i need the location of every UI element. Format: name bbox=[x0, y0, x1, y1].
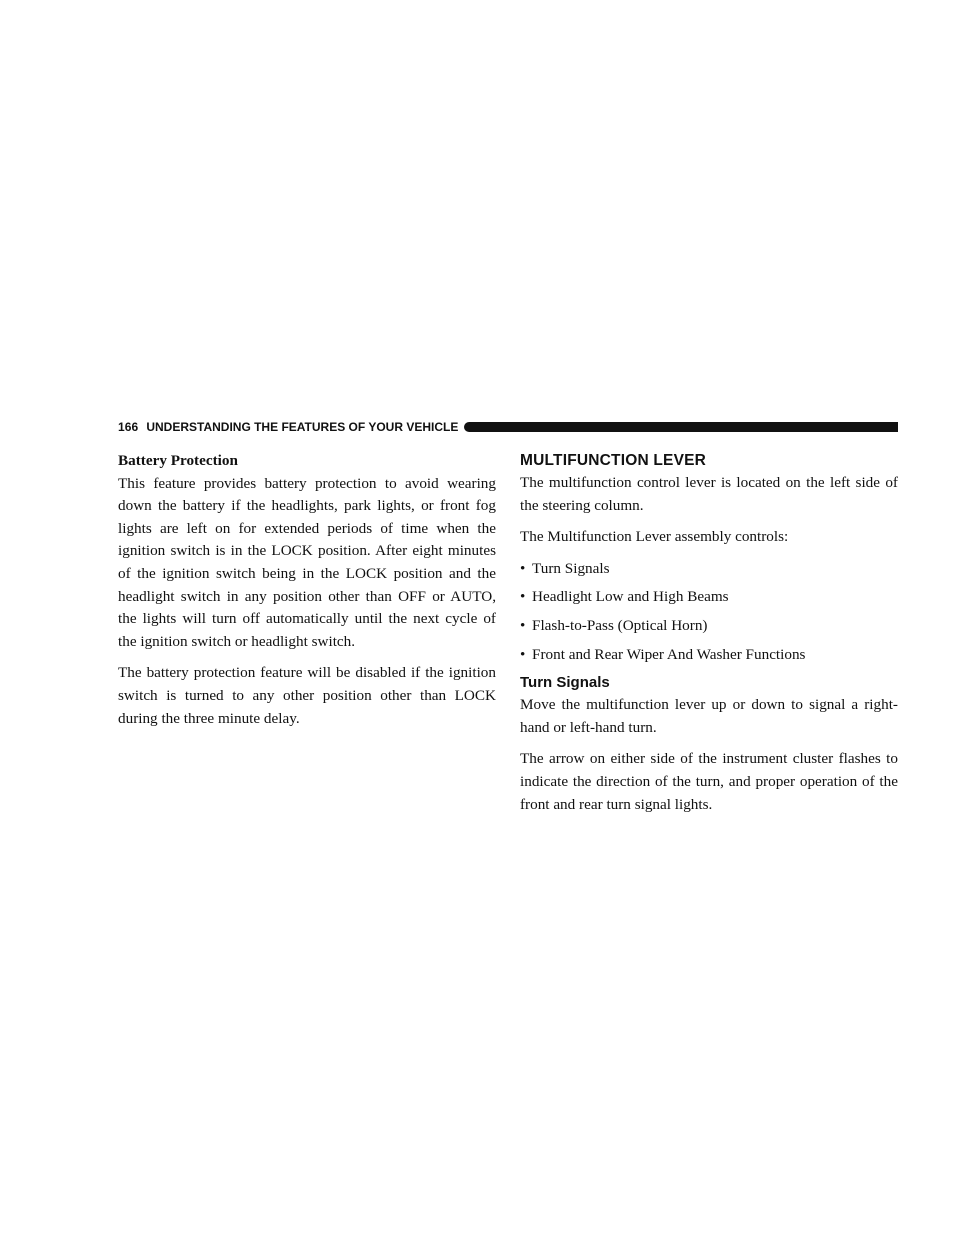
list-item bbox=[520, 586, 898, 609]
multifunction-intro-paragraph: The multifunction control lever is located on the left side of the steering column. bbox=[520, 474, 898, 514]
list-item bbox=[520, 558, 898, 581]
bullet-glyph: • bbox=[520, 645, 526, 663]
multifunction-lever-heading: MULTIFUNCTION LEVER bbox=[520, 452, 707, 469]
section-title: UNDERSTANDING THE FEATURES OF YOUR VEHICLE bbox=[146, 420, 459, 434]
list-item bbox=[520, 644, 898, 667]
battery-protection-disable-paragraph: The battery protection feature will be disabled if the ignition switch is turned to any other position other than LOCK during the three minute delay. bbox=[118, 664, 496, 727]
battery-protection-subhead: Battery Protection bbox=[118, 452, 238, 469]
left-column bbox=[118, 450, 496, 739]
bullet-glyph: • bbox=[520, 616, 526, 634]
list-item-text: Front and Rear Wiper And Washer Functions bbox=[532, 645, 806, 663]
turn-signals-paragraph: Move the multifunction lever up or down to signal a right-hand or left-hand turn. bbox=[520, 696, 898, 736]
turn-signals-subheading: Turn Signals bbox=[520, 674, 610, 692]
page-number: 166 bbox=[118, 420, 139, 434]
controls-intro-paragraph: The Multifunction Lever assembly controls: bbox=[520, 528, 789, 546]
list-item-text: Turn Signals bbox=[532, 559, 610, 577]
list-item-text: Headlight Low and High Beams bbox=[532, 588, 729, 606]
controls-list bbox=[520, 558, 898, 666]
page-header bbox=[118, 418, 898, 436]
right-column bbox=[520, 450, 898, 825]
bullet-glyph: • bbox=[520, 559, 526, 577]
bullet-glyph: • bbox=[520, 588, 526, 606]
list-item-text: Flash-to-Pass (Optical Horn) bbox=[532, 616, 708, 634]
turn-signals-arrow-paragraph: The arrow on either side of the instrument cluster flashes to indicate the direction of the turn, and proper operation of the front and rear turn signal lights. bbox=[520, 750, 898, 813]
header-rule bbox=[464, 422, 898, 432]
list-item bbox=[520, 615, 898, 638]
battery-protection-paragraph: This feature provides battery protection to avoid wearing down the battery if the headlights, park lights, or front fog lights are left on for extended periods of time when the ignition switch is in the LOCK position. After eight minutes of the ignition switch being in the LOCK position and the headlight switch in any position other than OFF or AUTO, the lights will turn off automatically until the next cycle of the ignition switch or headlight switch. bbox=[118, 474, 496, 650]
